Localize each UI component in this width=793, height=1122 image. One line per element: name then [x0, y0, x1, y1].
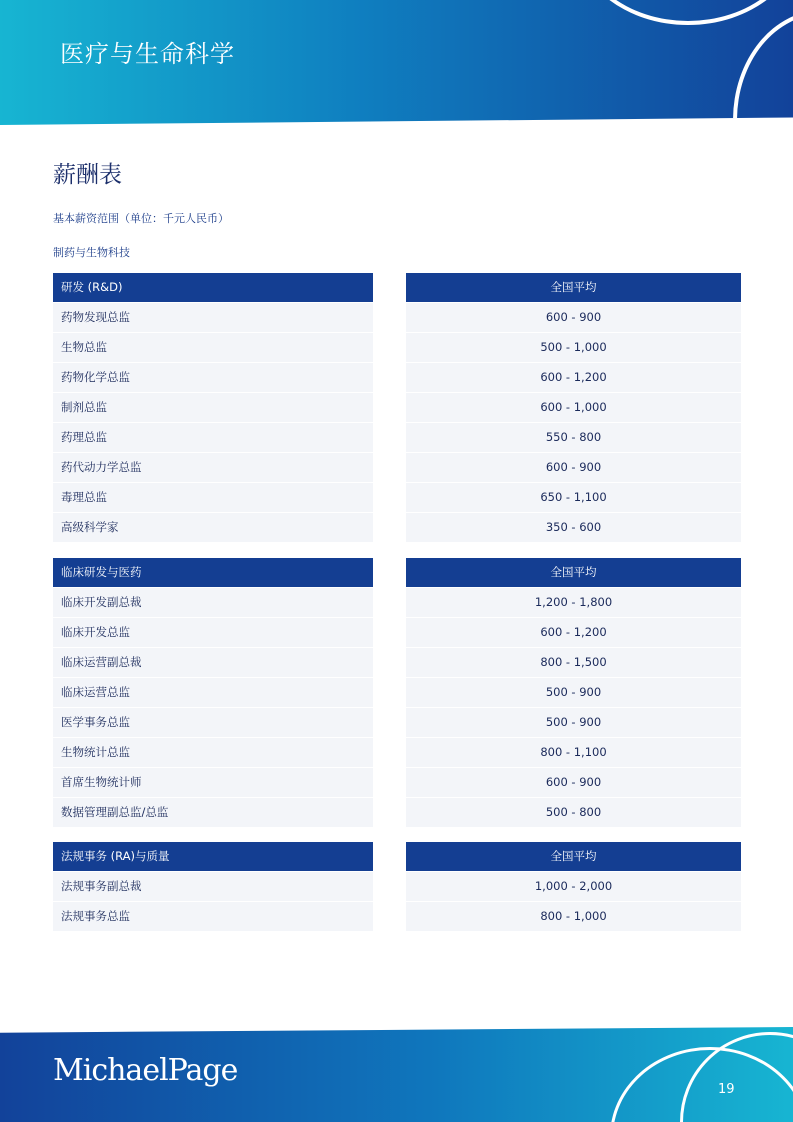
table-row: [53, 798, 741, 828]
section-title: 薪酬表: [53, 162, 122, 188]
salary-table-rnd: [53, 273, 741, 543]
page-number: 19: [718, 1082, 735, 1097]
role-cell: 生物统计总监: [53, 738, 373, 767]
range-cell: 600 - 900: [406, 453, 741, 482]
table-header-row: [53, 842, 741, 872]
range-cell: 500 - 900: [406, 678, 741, 707]
role-cell: 临床开发副总裁: [53, 588, 373, 617]
table-row: [53, 738, 741, 768]
table-heading: 临床研发与医药: [53, 558, 373, 587]
range-cell: 500 - 1,000: [406, 333, 741, 362]
salary-table-regulatory: [53, 842, 741, 932]
table-row: [53, 902, 741, 932]
salary-unit-subtitle: 基本薪资范围（单位：千元人民币）: [53, 212, 229, 225]
decorative-arc: [573, 0, 793, 25]
role-cell: 毒理总监: [53, 483, 373, 512]
table-row: [53, 648, 741, 678]
range-cell: 1,000 - 2,000: [406, 872, 741, 901]
range-cell: 600 - 1,200: [406, 618, 741, 647]
table-row: [53, 588, 741, 618]
range-cell: 800 - 1,100: [406, 738, 741, 767]
table-row: [53, 513, 741, 543]
table-row: [53, 393, 741, 423]
role-cell: 药代动力学总监: [53, 453, 373, 482]
role-cell: 临床运营副总裁: [53, 648, 373, 677]
salary-table-clinical: [53, 558, 741, 828]
role-cell: 数据管理副总监/总监: [53, 798, 373, 827]
role-cell: 法规事务副总裁: [53, 872, 373, 901]
range-cell: 600 - 900: [406, 768, 741, 797]
range-cell: 500 - 800: [406, 798, 741, 827]
category-subtitle: 制药与生物科技: [53, 246, 130, 259]
table-row: [53, 708, 741, 738]
table-header-row: [53, 273, 741, 303]
table-heading: 研发 (R&D): [53, 273, 373, 302]
table-header-row: [53, 558, 741, 588]
table-row: [53, 423, 741, 453]
role-cell: 高级科学家: [53, 513, 373, 542]
range-cell: 1,200 - 1,800: [406, 588, 741, 617]
range-cell: 600 - 1,000: [406, 393, 741, 422]
role-cell: 临床开发总监: [53, 618, 373, 647]
table-heading: 法规事务 (RA)与质量: [53, 842, 373, 871]
decorative-arc: [733, 10, 793, 125]
range-cell: 550 - 800: [406, 423, 741, 452]
role-cell: 医学事务总监: [53, 708, 373, 737]
role-cell: 法规事务总监: [53, 902, 373, 931]
table-row: [53, 872, 741, 902]
michael-page-logo: MichaelPage: [53, 1053, 238, 1088]
range-cell: 800 - 1,000: [406, 902, 741, 931]
table-row: [53, 333, 741, 363]
table-row: [53, 768, 741, 798]
decorative-arc: [680, 1032, 793, 1122]
range-cell: 500 - 900: [406, 708, 741, 737]
table-row: [53, 678, 741, 708]
table-row: [53, 618, 741, 648]
range-cell: 600 - 900: [406, 303, 741, 332]
column-heading: 全国平均: [406, 842, 741, 871]
range-cell: 650 - 1,100: [406, 483, 741, 512]
role-cell: 药物化学总监: [53, 363, 373, 392]
role-cell: 制剂总监: [53, 393, 373, 422]
role-cell: 临床运营总监: [53, 678, 373, 707]
role-cell: 首席生物统计师: [53, 768, 373, 797]
role-cell: 药理总监: [53, 423, 373, 452]
column-heading: 全国平均: [406, 273, 741, 302]
header-title: 医疗与生命科学: [60, 40, 235, 68]
range-cell: 800 - 1,500: [406, 648, 741, 677]
range-cell: 600 - 1,200: [406, 363, 741, 392]
role-cell: 药物发现总监: [53, 303, 373, 332]
role-cell: 生物总监: [53, 333, 373, 362]
table-row: [53, 483, 741, 513]
table-row: [53, 363, 741, 393]
range-cell: 350 - 600: [406, 513, 741, 542]
table-row: [53, 453, 741, 483]
table-row: [53, 303, 741, 333]
column-heading: 全国平均: [406, 558, 741, 587]
